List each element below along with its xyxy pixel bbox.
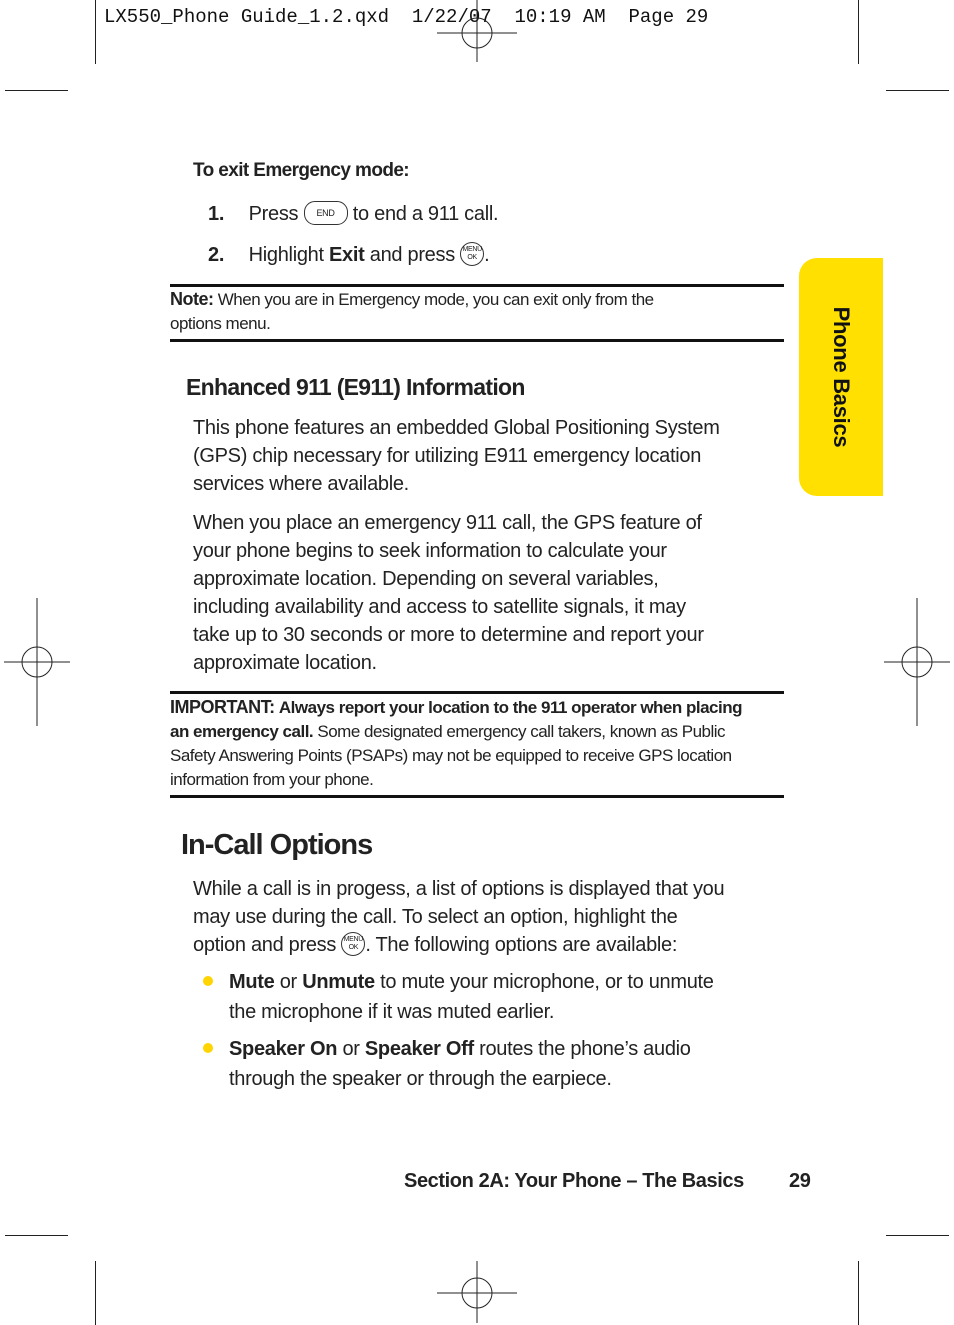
paragraph-line: approximate location. bbox=[193, 652, 377, 674]
e911-heading: Enhanced 911 (E911) Information bbox=[186, 374, 525, 400]
page-number: 29 bbox=[789, 1170, 811, 1192]
paragraph-line: This phone features an embedded Global Positioning System bbox=[193, 417, 720, 439]
note-label: Note: bbox=[170, 289, 214, 309]
note-text: When you are in Emergency mode, you can exit only from the bbox=[217, 290, 654, 309]
important-text: Safety Answering Points (PSAPs) may not be equipped to receive GPS location bbox=[170, 746, 732, 765]
crop-mark bbox=[886, 90, 949, 91]
paragraph-line: services where available. bbox=[193, 473, 409, 495]
crop-mark bbox=[5, 1235, 68, 1236]
menu-key-label: MENU bbox=[462, 245, 482, 253]
important-text: Some designated emergency call takers, known as Public bbox=[317, 722, 726, 741]
bullet-dot bbox=[203, 976, 213, 986]
important-rule-bottom bbox=[170, 795, 784, 798]
section-tab-label: Phone Basics bbox=[829, 306, 854, 448]
bullet-dot bbox=[203, 1043, 213, 1053]
bullet-text: through the speaker or through the earpiece. bbox=[229, 1068, 612, 1090]
important-rule-top bbox=[170, 691, 784, 694]
registration-mark-bottom bbox=[437, 1261, 517, 1325]
exit-heading: To exit Emergency mode: bbox=[193, 160, 410, 181]
paragraph-line: your phone begins to seek information to calculate your bbox=[193, 540, 667, 562]
menu-key-label: MENU bbox=[343, 935, 364, 943]
ok-key-label: OK bbox=[467, 253, 477, 261]
bullet-item-mute bbox=[229, 967, 799, 1027]
menu-ok-key-icon bbox=[341, 932, 365, 956]
step-1 bbox=[208, 200, 498, 228]
registration-mark-top bbox=[437, 0, 517, 64]
incall-intro bbox=[193, 875, 793, 959]
paragraph-line: including availability and access to satellite signals, it may bbox=[193, 596, 686, 618]
bullet-text: or bbox=[279, 971, 297, 993]
crop-mark bbox=[858, 1261, 859, 1325]
paragraph-line: While a call is in progess, a list of options is displayed that you bbox=[193, 878, 725, 900]
crop-mark bbox=[886, 1235, 949, 1236]
step-text: Press bbox=[248, 203, 299, 225]
step-text: . bbox=[484, 244, 490, 266]
step-text: and press bbox=[369, 244, 455, 266]
crop-mark bbox=[858, 0, 859, 64]
section-tab bbox=[799, 258, 883, 496]
crop-mark bbox=[5, 90, 68, 91]
crop-mark bbox=[95, 1261, 96, 1325]
paragraph-line: approximate location. Depending on several variables, bbox=[193, 568, 659, 590]
note-box bbox=[170, 287, 784, 336]
e911-paragraph-2 bbox=[193, 509, 793, 677]
step-bold-text: Exit bbox=[329, 244, 365, 266]
important-bold-text: Always report your location to the 911 operator when placing bbox=[278, 698, 742, 717]
option-name: Unmute bbox=[302, 971, 375, 993]
option-name: Speaker Off bbox=[364, 1038, 474, 1060]
bullet-item-speaker bbox=[229, 1034, 799, 1094]
paragraph-line: (GPS) chip necessary for utilizing E911 emergency location bbox=[193, 445, 702, 467]
footer-section-title: Section 2A: Your Phone – The Basics bbox=[404, 1170, 744, 1192]
paragraph-line: take up to 30 seconds or more to determine and report your bbox=[193, 624, 704, 646]
e911-paragraph-1 bbox=[193, 414, 793, 498]
incall-title: In-Call Options bbox=[181, 829, 373, 861]
ok-key-label: OK bbox=[348, 943, 359, 951]
important-bold-text: an emergency call. bbox=[170, 722, 314, 741]
important-text: information from your phone. bbox=[170, 770, 374, 789]
step-2 bbox=[208, 241, 489, 269]
paragraph-line: option and press bbox=[193, 934, 337, 956]
paragraph-line: When you place an emergency 911 call, the GPS feature of bbox=[193, 512, 702, 534]
crop-mark bbox=[95, 0, 96, 64]
paragraph-line: . The following options are available: bbox=[365, 934, 678, 956]
registration-mark-left bbox=[4, 598, 70, 726]
step-number: 1. bbox=[208, 203, 225, 225]
print-slug: LX550_Phone Guide_1.2.qxd 1/22/07 10:19 AM Page 29 bbox=[104, 6, 709, 28]
option-name: Mute bbox=[229, 971, 275, 993]
bullet-text: or bbox=[342, 1038, 360, 1060]
paragraph-line: may use during the call. To select an option, highlight the bbox=[193, 906, 678, 928]
bullet-text: to mute your microphone, or to unmute bbox=[380, 971, 714, 993]
registration-mark-right bbox=[884, 598, 950, 726]
note-text: options menu. bbox=[170, 314, 271, 333]
step-number: 2. bbox=[208, 244, 225, 266]
end-key-icon: END bbox=[304, 201, 348, 225]
menu-ok-key-icon bbox=[460, 242, 484, 266]
important-label: IMPORTANT: bbox=[170, 697, 275, 717]
bullet-text: routes the phone’s audio bbox=[479, 1038, 691, 1060]
option-name: Speaker On bbox=[229, 1038, 338, 1060]
bullet-text: the microphone if it was muted earlier. bbox=[229, 1001, 555, 1023]
step-text: to end a 911 call. bbox=[352, 203, 499, 225]
important-box bbox=[170, 695, 790, 792]
step-text: Highlight bbox=[248, 244, 324, 266]
note-rule-bottom bbox=[170, 339, 784, 342]
